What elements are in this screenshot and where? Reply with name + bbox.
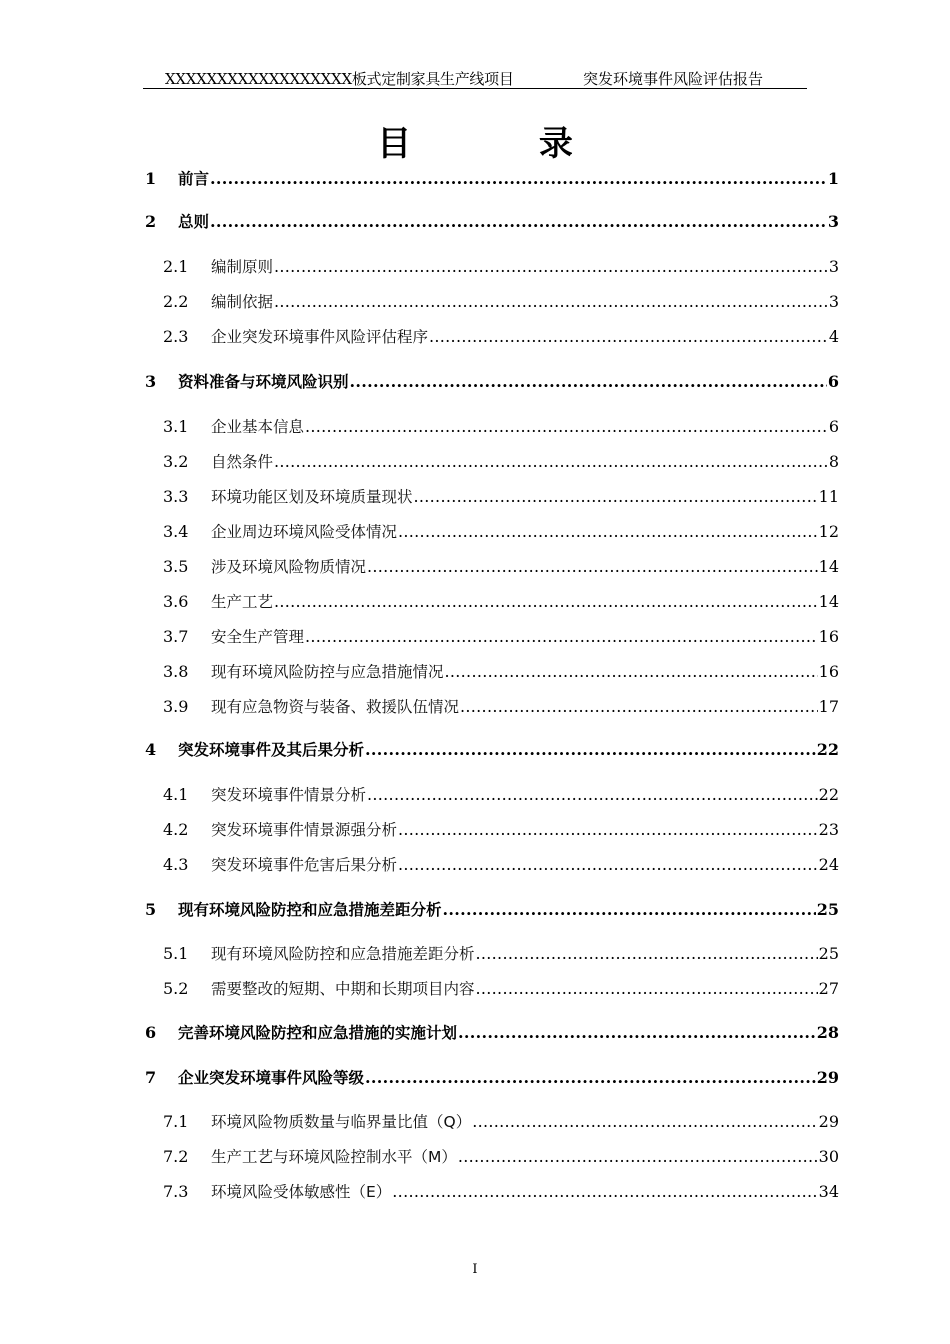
header-project-title: XXXXXXXXXXXXXXXXXX板式定制家具生产线项目 xyxy=(165,70,514,88)
toc-entry-label: 企业基本信息 xyxy=(211,418,305,436)
toc-section-entry[interactable] xyxy=(163,485,839,509)
toc-leader-dots xyxy=(458,1147,818,1166)
toc-leader-dots xyxy=(472,1112,817,1131)
toc-entry-page: 24 xyxy=(818,855,839,874)
toc-leader-dots xyxy=(274,592,818,611)
toc-entry-page: 3 xyxy=(828,292,839,311)
toc-leader-dots xyxy=(398,522,818,541)
toc-entry-number: 4.1 xyxy=(163,785,189,804)
toc-entry-label: 环境风险物质数量与临界量比值（Q） xyxy=(211,1113,472,1131)
toc-entry-page: 3 xyxy=(828,257,839,276)
toc-entry-number: 5 xyxy=(145,900,157,919)
toc-entry-page: 30 xyxy=(818,1147,839,1166)
toc-entry-page: 3 xyxy=(827,212,839,231)
toc-leader-dots xyxy=(274,257,828,276)
toc-leader-dots xyxy=(429,327,828,346)
toc-entry-page: 25 xyxy=(816,900,839,919)
toc-entry-page: 25 xyxy=(818,944,839,963)
toc-entry-number: 4 xyxy=(145,740,157,759)
toc-entry-label: 现有应急物资与装备、救援队伍情况 xyxy=(211,698,460,716)
toc-entry-number: 3.9 xyxy=(163,697,189,716)
toc-leader-dots xyxy=(305,417,828,436)
toc-entry-page: 14 xyxy=(818,592,839,611)
toc-leader-dots xyxy=(274,292,828,311)
toc-leader-dots xyxy=(476,944,818,963)
toc-entry-label: 生产工艺与环境风险控制水平（M） xyxy=(211,1148,457,1166)
toc-entry-number: 2 xyxy=(145,212,157,231)
toc-chapter-entry[interactable] xyxy=(145,898,839,922)
toc-entry-number: 6 xyxy=(145,1023,157,1042)
toc-entry-page: 6 xyxy=(827,372,839,391)
toc-section-entry[interactable] xyxy=(163,977,839,1001)
toc-leader-dots xyxy=(210,212,827,231)
toc-entry-page: 22 xyxy=(818,785,839,804)
toc-section-entry[interactable] xyxy=(163,625,839,649)
toc-section-entry[interactable] xyxy=(163,520,839,544)
toc-entry-label: 环境风险受体敏感性（E） xyxy=(211,1183,392,1201)
toc-entry-page: 6 xyxy=(828,417,839,436)
toc-entry-number: 3.7 xyxy=(163,627,189,646)
toc-entry-number: 3.2 xyxy=(163,452,189,471)
toc-chapter-entry[interactable] xyxy=(145,167,839,191)
header-report-title: 突发环境事件风险评估报告 xyxy=(583,70,764,88)
toc-entry-page: 16 xyxy=(818,627,839,646)
toc-section-entry[interactable] xyxy=(163,590,839,614)
toc-entry-label: 自然条件 xyxy=(211,453,274,471)
toc-entry-label: 现有环境风险防控与应急措施情况 xyxy=(211,663,444,681)
toc-leader-dots xyxy=(350,372,827,391)
toc-entry-number: 3.1 xyxy=(163,417,189,436)
toc-entry-number: 3.6 xyxy=(163,592,189,611)
toc-entry-label: 安全生产管理 xyxy=(211,628,305,646)
page-number: I xyxy=(472,1262,478,1277)
toc-entry-number: 2.3 xyxy=(163,327,189,346)
toc-entry-page: 22 xyxy=(816,740,839,759)
toc-entry-label: 编制原则 xyxy=(211,258,274,276)
toc-entry-label: 突发环境事件情景分析 xyxy=(211,786,367,804)
toc-leader-dots xyxy=(443,900,816,919)
toc-leader-dots xyxy=(367,785,818,804)
toc-chapter-entry[interactable] xyxy=(145,370,839,394)
toc-section-entry[interactable] xyxy=(163,290,839,314)
toc-leader-dots xyxy=(365,1068,816,1087)
toc-entry-label: 前言 xyxy=(178,170,210,188)
toc-entry-page: 29 xyxy=(818,1112,839,1131)
toc-entry-label: 突发环境事件及其后果分析 xyxy=(178,741,365,759)
toc-entry-label: 编制依据 xyxy=(211,293,274,311)
toc-entry-page: 16 xyxy=(818,662,839,681)
toc-entry-page: 27 xyxy=(818,979,839,998)
toc-entry-label: 生产工艺 xyxy=(211,593,274,611)
toc-chapter-entry[interactable] xyxy=(145,210,839,234)
toc-section-entry[interactable] xyxy=(163,325,839,349)
toc-entry-number: 7.2 xyxy=(163,1147,189,1166)
toc-entry-number: 5.2 xyxy=(163,979,189,998)
toc-section-entry[interactable] xyxy=(163,1180,839,1204)
toc-chapter-entry[interactable] xyxy=(145,1066,839,1090)
toc-entry-page: 4 xyxy=(828,327,839,346)
toc-section-entry[interactable] xyxy=(163,818,839,842)
toc-leader-dots xyxy=(365,740,816,759)
toc-entry-number: 3.4 xyxy=(163,522,189,541)
toc-entry-page: 29 xyxy=(816,1068,839,1087)
page-header xyxy=(143,66,807,89)
toc-entry-number: 3.5 xyxy=(163,557,189,576)
toc-entry-number: 2.1 xyxy=(163,257,189,276)
toc-leader-dots xyxy=(274,452,828,471)
toc-entry-label: 突发环境事件危害后果分析 xyxy=(211,856,398,874)
toc-entry-label: 环境功能区划及环境质量现状 xyxy=(211,488,413,506)
toc-entry-label: 资料准备与环境风险识别 xyxy=(178,373,349,391)
toc-entry-label: 企业突发环境事件风险等级 xyxy=(178,1069,365,1087)
toc-entry-page: 11 xyxy=(818,487,839,506)
toc-entry-label: 企业突发环境事件风险评估程序 xyxy=(211,328,429,346)
toc-entry-page: 8 xyxy=(828,452,839,471)
toc-section-entry[interactable] xyxy=(163,695,839,719)
toc-entry-page: 17 xyxy=(818,697,839,716)
toc-entry-page: 14 xyxy=(818,557,839,576)
toc-entry-number: 4.3 xyxy=(163,855,189,874)
toc-entry-label: 现有环境风险防控和应急措施差距分析 xyxy=(178,901,442,919)
toc-section-entry[interactable] xyxy=(163,450,839,474)
toc-leader-dots xyxy=(458,1023,816,1042)
toc-entry-label: 涉及环境风险物质情况 xyxy=(211,558,367,576)
toc-leader-dots xyxy=(460,697,818,716)
toc-leader-dots xyxy=(210,169,827,188)
toc-section-entry[interactable] xyxy=(163,783,839,807)
toc-entry-page: 28 xyxy=(816,1023,839,1042)
toc-entry-label: 需要整改的短期、中期和长期项目内容 xyxy=(211,980,475,998)
toc-entry-number: 1 xyxy=(145,169,157,188)
toc-entry-number: 5.1 xyxy=(163,944,189,963)
toc-section-entry[interactable] xyxy=(163,415,839,439)
toc-section-entry[interactable] xyxy=(163,942,839,966)
toc-leader-dots xyxy=(414,487,818,506)
toc-leader-dots xyxy=(398,855,818,874)
toc-entry-page: 1 xyxy=(827,169,839,188)
toc-entry-number: 4.2 xyxy=(163,820,189,839)
toc-chapter-entry[interactable] xyxy=(145,738,839,762)
toc-leader-dots xyxy=(476,979,818,998)
toc-section-entry[interactable] xyxy=(163,255,839,279)
toc-leader-dots xyxy=(305,627,818,646)
toc-entry-number: 3.3 xyxy=(163,487,189,506)
toc-entry-number: 7.3 xyxy=(163,1182,189,1201)
toc-leader-dots xyxy=(398,820,818,839)
toc-entry-number: 3.8 xyxy=(163,662,189,681)
toc-entry-page: 12 xyxy=(818,522,839,541)
toc-title: 目 录 xyxy=(377,124,631,164)
toc-chapter-entry[interactable] xyxy=(145,1021,839,1045)
toc-entry-label: 总则 xyxy=(178,213,210,231)
toc-leader-dots xyxy=(392,1182,817,1201)
toc-section-entry[interactable] xyxy=(163,1145,839,1169)
toc-entry-number: 7 xyxy=(145,1068,157,1087)
toc-entry-page: 23 xyxy=(818,820,839,839)
toc-entry-label: 突发环境事件情景源强分析 xyxy=(211,821,398,839)
toc-entry-number: 2.2 xyxy=(163,292,189,311)
toc-section-entry[interactable] xyxy=(163,1110,839,1134)
toc-section-entry[interactable] xyxy=(163,555,839,579)
toc-entry-page: 34 xyxy=(818,1182,839,1201)
toc-entry-number: 3 xyxy=(145,372,157,391)
toc-entry-number: 7.1 xyxy=(163,1112,189,1131)
toc-entry-label: 企业周边环境风险受体情况 xyxy=(211,523,398,541)
toc-leader-dots xyxy=(367,557,818,576)
toc-leader-dots xyxy=(445,662,818,681)
toc-entry-label: 现有环境风险防控和应急措施差距分析 xyxy=(211,945,475,963)
toc-section-entry[interactable] xyxy=(163,853,839,877)
toc-section-entry[interactable] xyxy=(163,660,839,684)
toc-entry-label: 完善环境风险防控和应急措施的实施计划 xyxy=(178,1024,458,1042)
